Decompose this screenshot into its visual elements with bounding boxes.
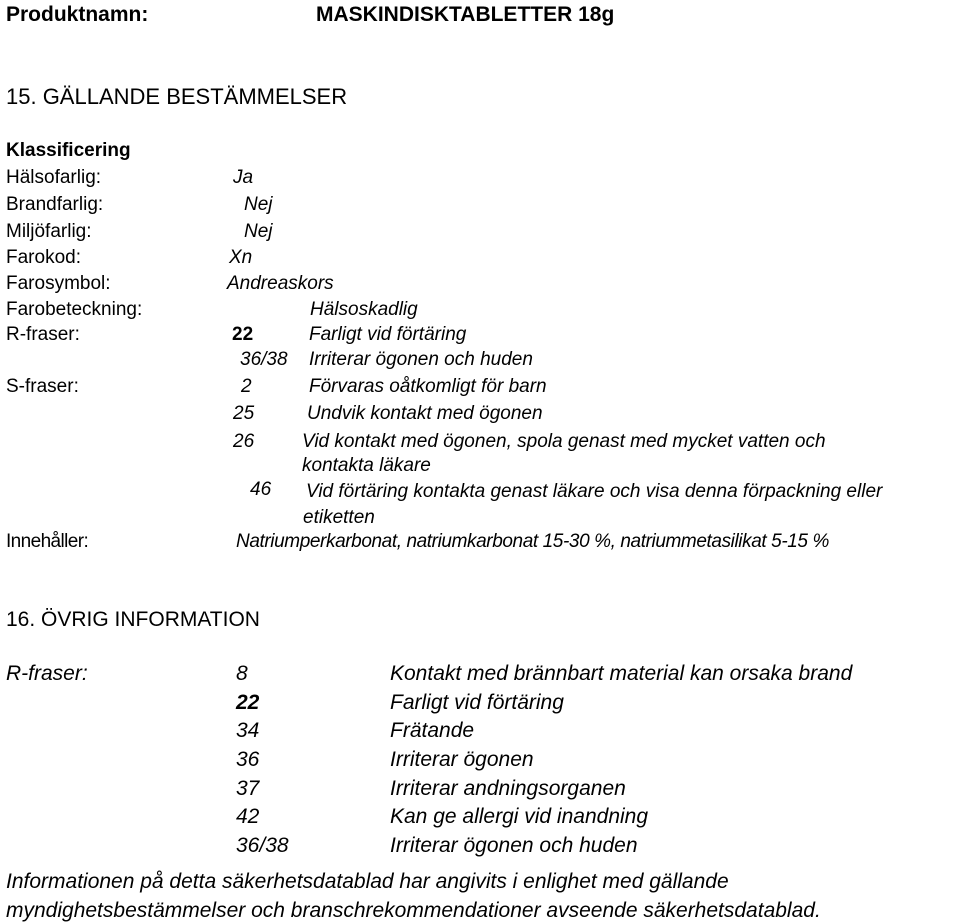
fire-hazard-value: Nej	[244, 194, 273, 215]
phrase-code: 36	[236, 748, 260, 771]
s-phrase-text: Vid förtäring kontakta genast läkare och visa denna förpackning eller	[306, 481, 883, 502]
s-phrase-text-continued: kontakta läkare	[302, 455, 431, 476]
phrase-text: Kan ge allergi vid inandning	[390, 805, 649, 828]
r-phrase-text: Farligt vid förtäring	[309, 324, 467, 345]
s-phrase-text: Vid kontakt med ögonen, spola genast med mycket vatten och	[302, 431, 826, 452]
phrase-text: Kontakt med brännbart material kan orsaka brand	[390, 662, 853, 685]
s-phrase-code: 25	[233, 403, 255, 424]
product-name: MASKINDISKTABLETTER 18g	[316, 3, 615, 26]
footer-disclaimer-line-1: Informationen på detta säkerhetsdatablad har angivits i enlighet med gällande	[6, 870, 729, 893]
s-phrase-text: Undvik kontakt med ögonen	[307, 403, 543, 424]
phrase-code: 42	[236, 805, 260, 828]
phrase-code: 36/38	[236, 834, 289, 857]
hazard-designation-value: Hälsoskadlig	[310, 299, 418, 320]
s-phrases-label: S-fraser:	[6, 376, 79, 397]
env-hazard-value: Nej	[244, 221, 273, 242]
phrase-code: 37	[236, 777, 260, 800]
health-hazard-value: Ja	[233, 167, 254, 188]
s-phrase-code: 2	[241, 376, 252, 397]
fire-hazard-label: Brandfarlig:	[6, 194, 104, 215]
s-phrase-text-continued: etiketten	[303, 507, 375, 528]
phrase-code: 22	[236, 691, 260, 714]
health-hazard-label: Hälsofarlig:	[6, 167, 102, 188]
phrase-text: Irriterar ögonen och huden	[390, 834, 638, 857]
phrase-code: 8	[236, 662, 248, 685]
r-phrases-label: R-fraser:	[6, 662, 88, 685]
hazard-designation-label: Farobeteckning:	[6, 299, 143, 320]
s-phrase-code: 26	[233, 431, 255, 452]
contains-label: Innehåller:	[6, 531, 89, 552]
phrase-text: Irriterar ögonen	[390, 748, 534, 771]
hazard-symbol-value: Andreaskors	[227, 273, 334, 294]
product-label: Produktnamn:	[6, 3, 149, 26]
r-phrases-label: R-fraser:	[6, 324, 80, 345]
r-phrase-code: 36/38	[240, 349, 288, 370]
phrase-text: Farligt vid förtäring	[390, 691, 564, 714]
phrase-code: 34	[236, 719, 260, 742]
hazard-code-value: Xn	[229, 247, 253, 268]
s-phrase-text: Förvaras oåtkomligt för barn	[309, 376, 547, 397]
s-phrase-code: 46	[250, 479, 272, 500]
r-phrase-text: Irriterar ögonen och huden	[309, 349, 533, 370]
classification-heading: Klassificering	[6, 140, 131, 161]
env-hazard-label: Miljöfarlig:	[6, 221, 92, 242]
contains-value: Natriumperkarbonat, natriumkarbonat 15-30 %, natriummetasilikat 5-15 %	[236, 531, 829, 552]
footer-disclaimer-line-2: myndighetsbestämmelser och branschrekommendationer avseende säkerhetsdatablad.	[6, 899, 821, 922]
section-15-title: 15. GÄLLANDE BESTÄMMELSER	[6, 84, 348, 109]
hazard-symbol-label: Farosymbol:	[6, 273, 111, 294]
phrase-text: Irriterar andningsorganen	[390, 777, 626, 800]
section-16-title: 16. ÖVRIG INFORMATION	[6, 608, 260, 631]
hazard-code-label: Farokod:	[6, 247, 81, 268]
phrase-text: Frätande	[390, 719, 475, 742]
r-phrase-code: 22	[232, 324, 254, 345]
